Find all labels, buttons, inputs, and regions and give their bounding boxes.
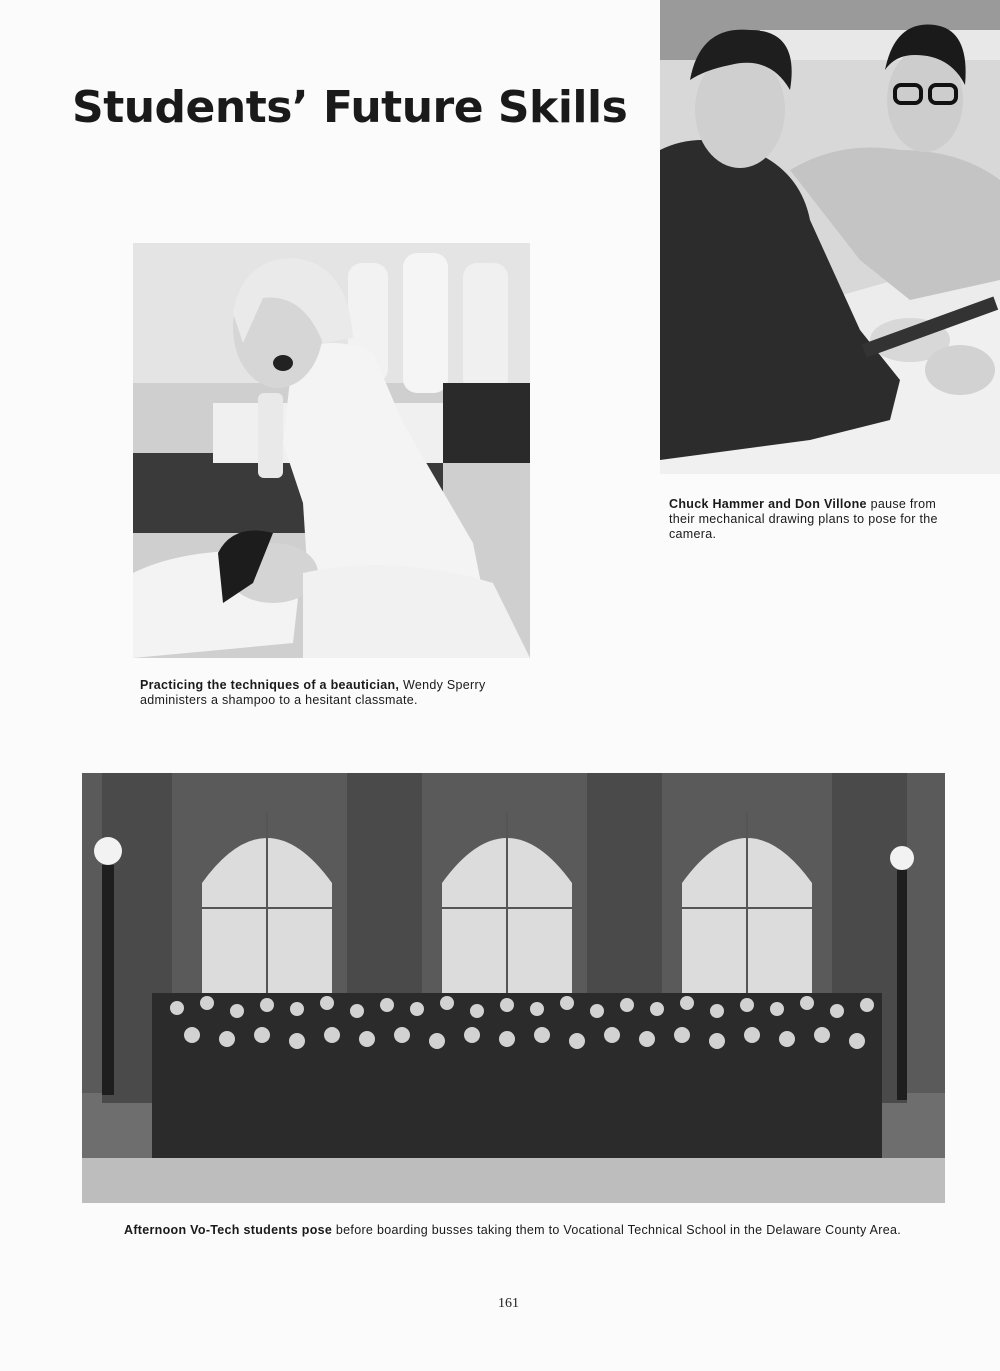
drafting-students-photo — [660, 0, 1000, 474]
group-caption — [124, 1223, 984, 1238]
page-title: Students’ Future Skills — [72, 82, 628, 133]
drafting-caption-names: Chuck Hammer and Don Villone — [669, 497, 867, 511]
beautician-photo — [133, 243, 530, 658]
drafting-caption-text: pause from their mechanical drawing plans to pose for the camera. — [669, 497, 938, 541]
beautician-caption-lead: Practicing the techniques of a beautician, — [140, 678, 400, 692]
beautician-caption-text: Wendy Sperry administers a shampoo to a hesitant classmate. — [140, 678, 486, 707]
drafting-caption — [669, 497, 949, 542]
page-number: 161 — [498, 1296, 519, 1311]
group-photo — [82, 773, 945, 1203]
beautician-caption — [140, 678, 540, 708]
group-caption-lead: Afternoon Vo-Tech students pose — [124, 1223, 333, 1237]
group-caption-text: before boarding busses taking them to Vocational Technical School in the Delaware County Area. — [332, 1223, 902, 1237]
